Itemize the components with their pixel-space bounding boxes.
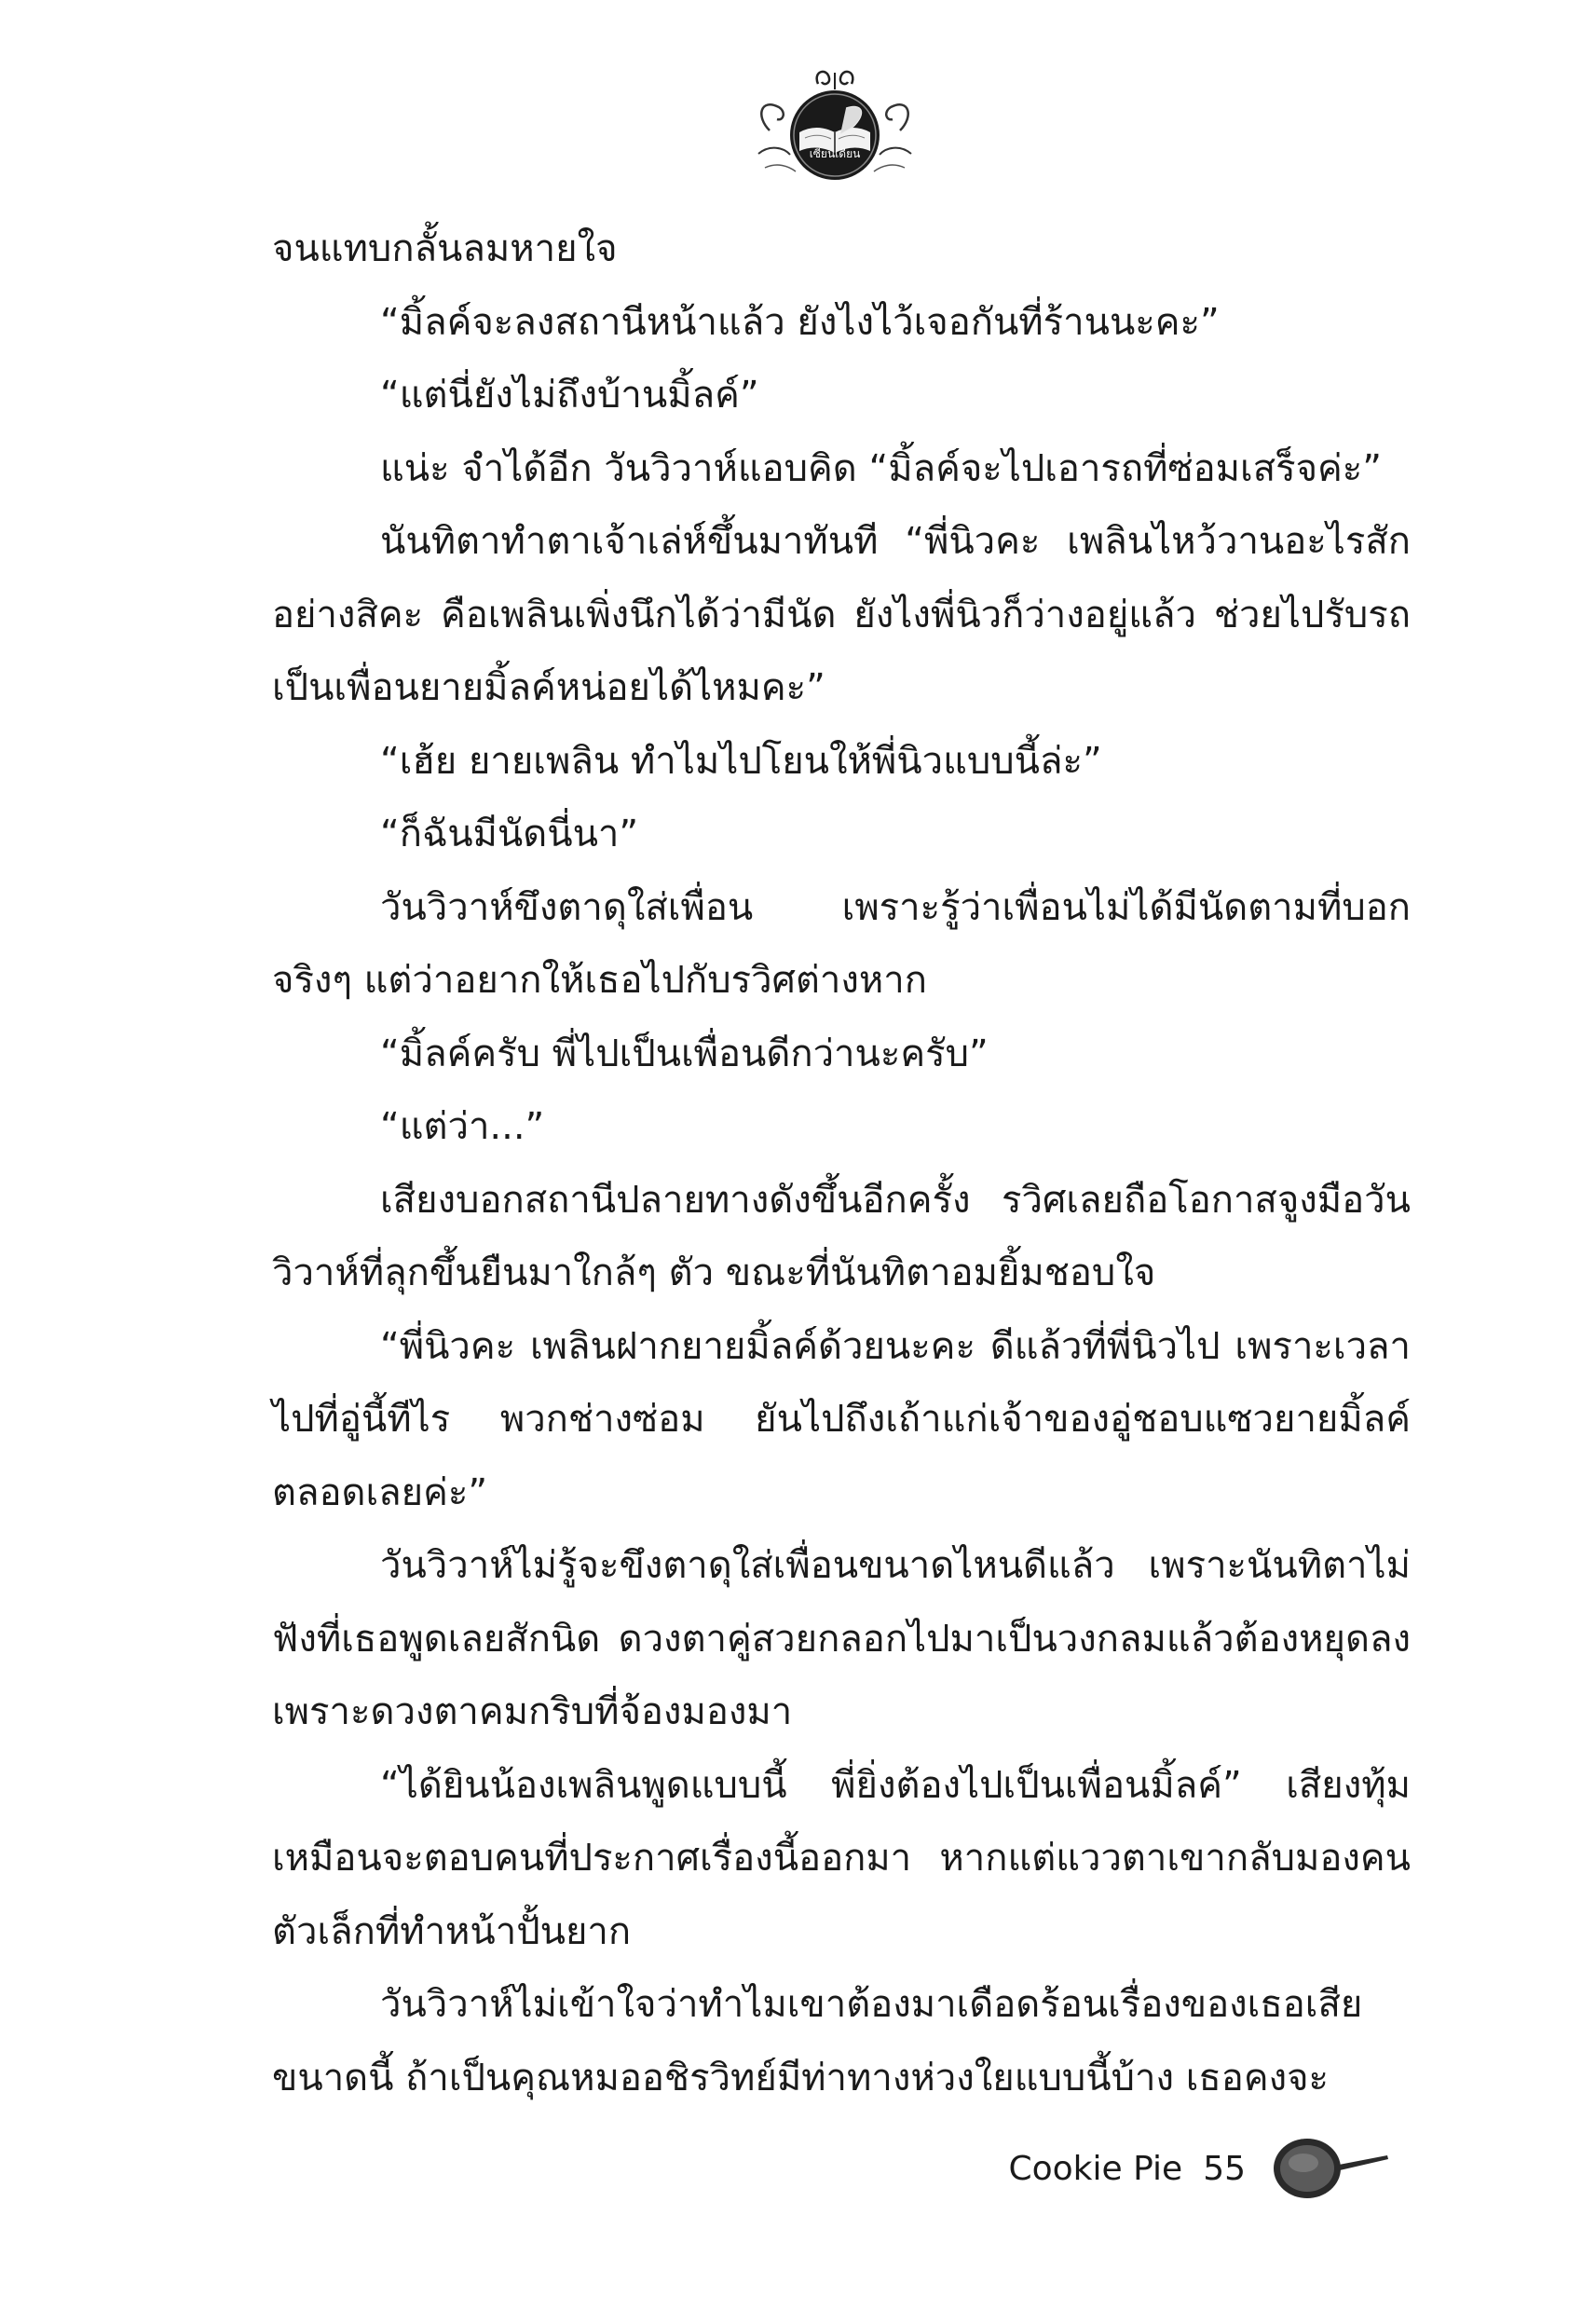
paragraph: วันวิวาห์ไม่รู้จะขึงตาดุใส่เพื่อนขนาดไหนดีแล้ว เพราะนันทิตาไม่ฟังที่เธอพูดเลยสักนิด ดวงตาคู่สวยกลอกไปมาเป็นวงกลมแล้วต้องหยุดลงเพราะดวงตาคมกริบที่จ้องมองมา <box>272 1544 1411 1733</box>
header-logo <box>751 65 919 186</box>
page-number: 55 <box>1203 2149 1246 2188</box>
ornamental-book-emblem-icon <box>751 65 919 186</box>
page-body <box>272 212 1411 2114</box>
logo-text: เซียนเดียน <box>809 147 861 160</box>
paragraph: วันวิวาห์ไม่เข้าใจว่าทำไมเขาต้องมาเดือดร้อนเรื่องของเธอเสียขนาดนี้ ถ้าเป็นคุณหมออชิรวิทย์มีท่าทางห่วงใยแบบนี้บ้าง เธอคงจะ <box>272 1983 1363 2099</box>
paragraph: “ก็ฉันมีนัดนี่นา” <box>380 813 639 855</box>
paragraph: “พี่นิวคะ เพลินฝากยายมิ้ลค์ด้วยนะคะ ดีแล้วที่พี่นิวไป เพราะเวลาไปที่อู่นี้ทีไร พวกช่างซ่อม ยันไปถึงเถ้าแก่เจ้าของอู่ชอบแซวยายมิ้ลค์ตลอดเลยค่ะ” <box>272 1324 1411 1514</box>
paragraph: “แต่ว่า...” <box>380 1105 545 1148</box>
paragraph: จนแทบกลั้นลมหายใจ <box>272 227 618 270</box>
page-footer <box>1008 2136 1391 2201</box>
paragraph: วันวิวาห์ขึงตาดุใส่เพื่อน เพราะรู้ว่าเพื่อนไม่ได้มีนัดตามที่บอกจริงๆ แต่ว่าอยากให้เธอไปกับรวิศต่างหาก <box>272 885 1411 1002</box>
paragraph: “มิ้ลค์ครับ พี่ไปเป็นเพื่อนดีกว่านะครับ” <box>380 1032 989 1075</box>
paragraph: “แต่นี่ยังไม่ถึงบ้านมิ้ลค์” <box>380 374 759 417</box>
frying-pan-icon <box>1270 2131 1391 2206</box>
paragraph: “ได้ยินน้องเพลินพูดแบบนี้ พี่ยิ่งต้องไปเป็นเพื่อนมิ้ลค์” เสียงทุ้มเหมือนจะตอบคนที่ประกาศเรื่องนี้ออกมา หากแต่แววตาเขากลับมองคนตัวเล็กที่ทำหน้าปั้นยาก <box>272 1763 1411 1953</box>
paragraph: แน่ะ จำได้อีก วันวิวาห์แอบคิด “มิ้ลค์จะไปเอารถที่ซ่อมเสร็จค่ะ” <box>380 446 1382 490</box>
book-title: Cookie Pie <box>1008 2149 1183 2188</box>
paragraph: “มิ้ลค์จะลงสถานีหน้าแล้ว ยังไงไว้เจอกันที่ร้านนะคะ” <box>380 300 1220 344</box>
paragraph: “เฮ้ย ยายเพลิน ทำไมไปโยนให้พี่นิวแบบนี้ล่ะ” <box>380 739 1102 783</box>
paragraph: นันทิตาทำตาเจ้าเล่ห์ขึ้นมาทันที “พี่นิวคะ เพลินไหว้วานอะไรสักอย่างสิคะ คือเพลินเพิ่งนึกได้ว่ามีนัด ยังไงพี่นิวก็ว่างอยู่แล้ว ช่วยไปรับรถเป็นเพื่อนยายมิ้ลค์หน่อยได้ไหมคะ” <box>272 520 1411 709</box>
paragraph: เสียงบอกสถานีปลายทางดังขึ้นอีกครั้ง รวิศเลยถือโอกาสจูงมือวันวิวาห์ที่ลุกขึ้นยืนมาใกล้ๆ ตัว ขณะที่นันทิตาอมยิ้มชอบใจ <box>272 1178 1411 1294</box>
